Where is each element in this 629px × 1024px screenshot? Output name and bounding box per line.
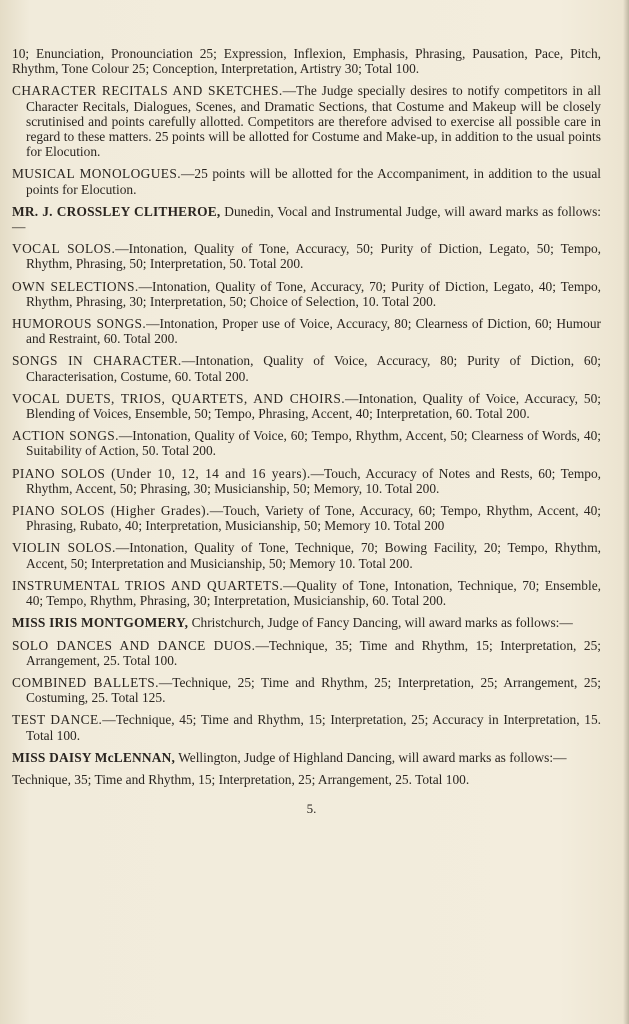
judge-paragraph	[12, 204, 601, 234]
section-paragraph	[12, 316, 601, 346]
paragraph-text: —Touch, Accuracy of Notes and Rests, 60; Tempo, Rhythm, Accent, 50; Phrasing, 30; Musicianship, 50; Memory, 10. Total 200.	[26, 465, 601, 496]
paragraph-text: —Intonation, Quality of Tone, Accuracy, 70; Purity of Diction, Legato, 40; Tempo, Rhythm, Phrasing, 30; Interpretation, 50; Choice of Selection, 10. Total 200.	[26, 278, 601, 309]
section-paragraph	[12, 46, 601, 76]
paragraph-text: —Technique, 45; Time and Rhythm, 15; Interpretation, 25; Accuracy in Interpretation, 15. Total 100.	[26, 712, 601, 743]
section-paragraph	[12, 83, 601, 159]
section-paragraph	[12, 353, 601, 383]
section-paragraph	[12, 638, 601, 668]
section-heading: VOCAL SOLOS.	[12, 241, 116, 257]
section-paragraph	[12, 772, 601, 787]
judge-name: MISS IRIS MONTGOMERY,	[12, 615, 189, 631]
paragraph-text: —25 points will be allotted for the Accompaniment, in addition to the usual points for Elocution.	[26, 166, 602, 197]
paragraph-text: 10; Enunciation, Pronounciation 25; Expression, Inflexion, Emphasis, Phrasing, Pausation, Pace, Pitch, Rhythm, Tone Colour 25; Conception, Interpretation, Artistry 30; Total 100.	[12, 46, 601, 77]
paragraph-text: —Intonation, Quality of Voice, Accuracy, 50; Blending of Voices, Ensemble, 50; Tempo, Phrasing, Accent, 40; Interpretation, 60. Total 200.	[26, 390, 601, 422]
section-heading: SONGS IN CHARACTER.	[12, 353, 182, 369]
section-heading: CHARACTER RECITALS AND SKETCHES.	[12, 83, 283, 99]
section-heading: HUMOROUS SONGS.	[12, 316, 147, 332]
section-heading: COMBINED BALLETS.	[12, 674, 159, 690]
section-heading: OWN SELECTIONS.	[12, 278, 139, 294]
judge-name: MISS DAISY McLENNAN,	[12, 749, 176, 765]
section-paragraph	[12, 503, 601, 533]
paragraph-text: —Quality of Tone, Intonation, Technique, 70; Ensemble, 40; Tempo, Rhythm, Phrasing, 30; Interpretation, Musicianship, 60. Total 200.	[26, 577, 602, 609]
section-paragraph	[12, 241, 601, 271]
paragraph-text: —Intonation, Quality of Tone, Technique, 70; Bowing Facility, 20; Tempo, Rhythm, Accent, 50; Interpretation and Musicianship, 50; Memory 10. Total 200.	[26, 540, 602, 571]
section-paragraph	[12, 675, 601, 705]
section-paragraph	[12, 428, 601, 458]
section-paragraph	[12, 391, 601, 421]
paragraph-text: Dunedin, Vocal and Instrumental Judge, will award marks as follows:—	[12, 203, 601, 235]
section-heading: ACTION SONGS.	[12, 428, 119, 444]
section-heading: INSTRUMENTAL TRIOS AND QUARTETS.	[12, 577, 284, 593]
section-heading: SOLO DANCES AND DANCE DUOS.	[12, 637, 256, 653]
paragraph-text: Christchurch, Judge of Fancy Dancing, will award marks as follows:—	[188, 615, 573, 631]
body-text	[12, 46, 601, 787]
section-paragraph	[12, 712, 601, 742]
paragraph-text: —Intonation, Quality of Voice, 60; Tempo, Rhythm, Accent, 50; Clearness of Words, 40; Suitability of Action, 50. Total 200.	[26, 428, 601, 459]
section-paragraph	[12, 466, 601, 496]
section-heading: TEST DANCE.	[12, 712, 103, 728]
paragraph-text: —Touch, Variety of Tone, Accuracy, 60; Tempo, Rhythm, Accent, 40; Phrasing, Rubato, 40; Interpretation, Musicianship, 50; Memory 10. Total 200	[26, 503, 601, 534]
section-heading: VOCAL DUETS, TRIOS, QUARTETS, AND CHOIRS.	[12, 390, 345, 406]
section-heading: PIANO SOLOS (Under 10, 12, 14 and 16 years).	[12, 465, 311, 481]
section-paragraph	[12, 540, 601, 570]
section-paragraph	[12, 166, 601, 196]
section-heading: VIOLIN SOLOS.	[12, 540, 116, 556]
paragraph-text: —Intonation, Quality of Tone, Accuracy, 50; Purity of Diction, Legato, 50; Tempo, Rhythm, Phrasing, 50; Interpretation, 50. Total 200.	[26, 241, 601, 272]
paragraph-text: —Technique, 35; Time and Rhythm, 15; Interpretation, 25; Arrangement, 25. Total 100.	[26, 637, 601, 668]
section-heading: PIANO SOLOS (Higher Grades).	[12, 503, 210, 519]
judge-paragraph	[12, 615, 601, 630]
paragraph-text: —Intonation, Quality of Voice, Accuracy, 80; Purity of Diction, 60; Characterisation, Costume, 60. Total 200.	[26, 353, 601, 384]
judge-name: MR. J. CROSSLEY CLITHEROE,	[12, 203, 221, 219]
paragraph-text: —Intonation, Proper use of Voice, Accuracy, 80; Clearness of Diction, 60; Humour and Restraint, 60. Total 200.	[26, 316, 601, 347]
paragraph-text: —Technique, 25; Time and Rhythm, 25; Interpretation, 25; Arrangement, 25; Costuming, 25. Total 125.	[26, 674, 601, 706]
page-number: 5.	[306, 801, 317, 817]
section-paragraph	[12, 279, 601, 309]
paragraph-text: Wellington, Judge of Highland Dancing, will award marks as follows:—	[175, 749, 567, 765]
paragraph-text: Technique, 35; Time and Rhythm, 15; Interpretation, 25; Arrangement, 25. Total 100.	[12, 771, 470, 787]
section-paragraph	[12, 578, 601, 608]
section-heading: MUSICAL MONOLOGUES.	[12, 166, 181, 182]
paragraph-text: —The Judge specially desires to notify competitors in all Character Recitals, Dialogues, Scenes, and Dramatic Sections, that Costume and Makeup will be closely scrutinised and points carefully allotted. Competitors are therefore advised to exercise all possible care in regard to these matters. 25 points will be allotted for Costume and Make-up, in addition to the usual points for Elocution.	[26, 83, 601, 160]
judge-paragraph	[12, 750, 601, 765]
